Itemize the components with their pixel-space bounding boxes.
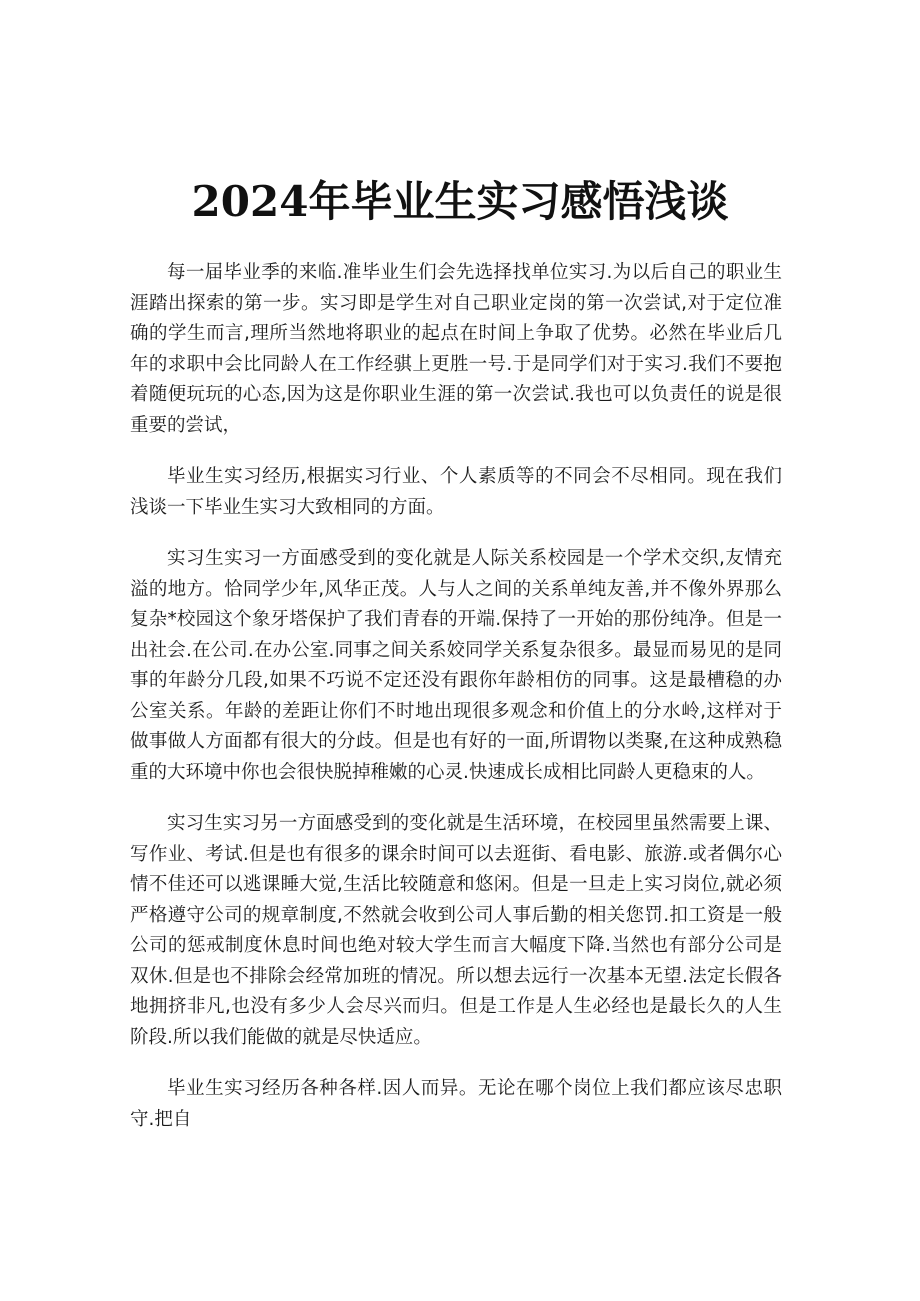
paragraph-2: 毕业生实习经历,根据实习行业、个人素质等的不同会不尽相同。现在我们浅谈一下毕业生实习大致相同的方面。 bbox=[130, 466, 782, 518]
document-body bbox=[130, 258, 782, 1156]
document-title: 2024年毕业生实习感悟浅谈 bbox=[191, 177, 729, 226]
paragraph-5: 毕业生实习经历各种各样.因人而异。无论在哪个岗位上我们都应该尽忠职守.把自 bbox=[130, 1078, 782, 1130]
paragraph-4: 实习生实习另一方面感受到的变化就是生活环境，在校园里虽然需要上课、写作业、考试.但是也有很多的课余时间可以去逛街、看电影、旅游.或者偶尔心情不佳还可以逃课睡大觉,生活比较随意和悠闲。但是一旦走上实习岗位,就必须严格遵守公司的规章制度,不然就会收到公司人事后勤的相关您罚.扣工资是一般公司的惩戒制度休息时间也绝对较大学生而言大幅度下降.当然也有部分公司是双休.但是也不排除会经常加班的情况。所以想去远行一次基本无望.法定长假各地拥挤非凡,也没有多少人会尽兴而归。但是工作是人生必经也是最长久的人生阶段.所以我们能做的就是尽快适应。 bbox=[130, 813, 782, 1048]
paragraph-1: 每一届毕业季的来临.准毕业生们会先选择找单位实习.为以后自己的职业生涯踏出探索的第一步。实习即是学生对自己职业定岗的第一次尝试,对于定位准确的学生而言,理所当然地将职业的起点在时间上争取了优势。必然在毕业后几年的求职中会比同龄人在工作经骐上更胜一号.于是同学们对于实习.我们不要抱着随便玩玩的心态,因为这是你职业生涯的第一次尝试.我也可以负责任的说是很重要的尝试， bbox=[130, 262, 782, 436]
paragraph-3: 实习生实习一方面感受到的变化就是人际关系校园是一个学术交织,友情充溢的地方。恰同学少年,风华正茂。人与人之间的关系单纯友善,并不像外界那么复杂*校园这个象牙塔保护了我们青春的开端.保持了一开始的那份纯净。但是一出社会.在公司.在办公室.同事之间关系姣同学关系复杂很多。最显而易见的是同事的年龄分几段,如果不巧说不定还没有跟你年龄相仿的同事。这是最槽稳的办公室关系。年龄的差距让你们不时地出现很多观念和价值上的分水岭,这样对于做事做人方面都有很大的分歧。但是也有好的一面,所谓物以类聚,在这种成熟稳重的大环境中你也会很快脱掉稚嫩的心灵.快速成长成相比同龄人更稳束的人。 bbox=[130, 548, 782, 783]
